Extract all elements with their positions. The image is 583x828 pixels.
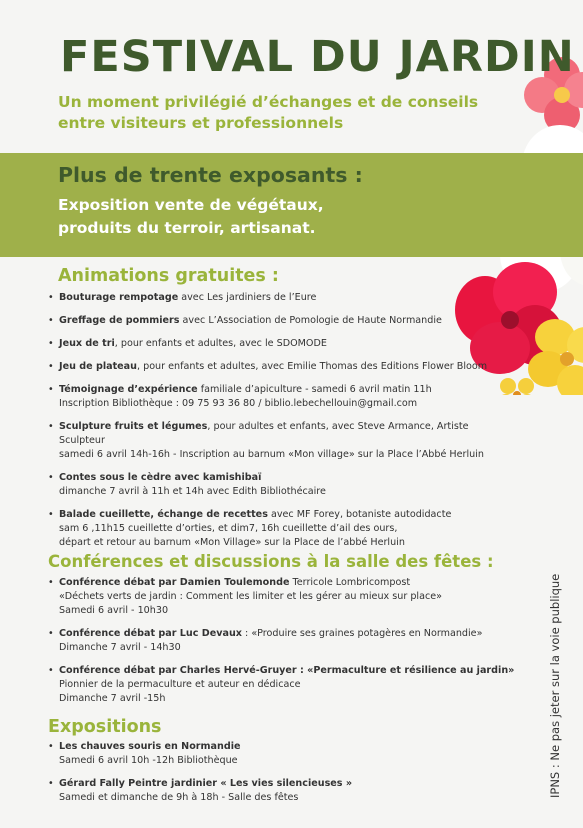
expositions-item: [48, 740, 488, 768]
conferences-item-detail: Dimanche 7 avril - 14h30: [59, 642, 181, 653]
animations-item-title: Jeu de plateau: [59, 361, 137, 372]
conferences-item-detail: «Déchets verts de jardin : Comment les limiter et les gérer au mieux sur place»: [59, 591, 443, 602]
animations-item-detail: sam 6 ,11h15 cueillette d’orties, et dim7, 16h cueillette d’ail des ours,: [59, 523, 398, 534]
animations-item: [48, 314, 488, 328]
page-title: FESTIVAL DU JARDIN: [60, 32, 575, 82]
animations-item-detail: samedi 6 avril 14h-16h - Inscription au barnum «Mon village» sur la Place l’Abbé Herluin: [59, 449, 484, 460]
animations-item-text: avec L’Association de Pomologie de Haute Normandie: [179, 315, 442, 326]
animations-item: [48, 360, 488, 374]
animations-item-title: Témoignage d’expérience: [59, 384, 198, 395]
expositions-heading: Expositions: [48, 717, 162, 737]
animations-item-title: Bouturage rempotage: [59, 292, 179, 303]
animations-list: [48, 291, 488, 559]
animations-item: [48, 383, 488, 411]
animations-item-text: , pour enfants et adultes, avec Emilie Thomas des Editions Flower Bloom: [137, 361, 488, 372]
animations-item-detail: dimanche 7 avril à 11h et 14h avec Edith Bibliothécaire: [59, 486, 326, 497]
expositions-list: [48, 740, 488, 814]
conferences-heading: Conférences et discussions à la salle des fêtes :: [48, 552, 494, 571]
conferences-list: [48, 576, 518, 715]
animations-item-title: Jeux de tri: [59, 338, 115, 349]
conferences-item: [48, 664, 518, 706]
animations-item-text: avec MF Forey, botaniste autodidacte: [267, 509, 452, 520]
conferences-item-text: Terricole Lombricompost: [289, 577, 411, 588]
animations-item: [48, 471, 488, 499]
expositions-item: [48, 777, 488, 805]
animations-item-text: , pour adultes et enfants, avec Steve Armance, Artiste Sculpteur: [59, 421, 469, 446]
animations-item: [48, 291, 488, 305]
expositions-item-title: Les chauves souris en Normandie: [59, 741, 241, 752]
exhibitors-text: Exposition vente de végétaux, produits du terroir, artisanat.: [58, 196, 324, 237]
animations-item-text: , pour enfants et adultes, avec le SDOMODE: [114, 338, 327, 349]
animations-item-detail: départ et retour au barnum «Mon Village» sur la Place de l’abbé Herluin: [59, 537, 405, 548]
page-subtitle: Un moment privilégié d’échanges et de conseils entre visiteurs et professionnels: [58, 93, 479, 132]
conferences-item-title: Conférence débat par Charles Hervé-Gruyer : «Permaculture et résilience au jardin»: [59, 665, 515, 676]
conferences-item: [48, 576, 518, 618]
animations-item-title: Sculpture fruits et légumes: [59, 421, 208, 432]
expositions-item-title: Gérard Fally Peintre jardinier « Les vies silencieuses »: [59, 778, 353, 789]
expositions-item-detail: Samedi et dimanche de 9h à 18h - Salle des fêtes: [59, 792, 299, 803]
animations-item: [48, 337, 488, 351]
small-yellow-flower-icon: [498, 378, 535, 395]
animations-item: [48, 420, 488, 462]
animations-item-text: familiale d’apiculture - samedi 6 avril matin 11h: [197, 384, 432, 395]
expositions-item-detail: Samedi 6 avril 10h -12h Bibliothèque: [59, 755, 238, 766]
conferences-item-title: Conférence débat par Damien Toulemonde: [59, 577, 290, 588]
conferences-item-detail: Samedi 6 avril - 10h30: [59, 605, 169, 616]
conferences-item-detail: Dimanche 7 avril -15h: [59, 693, 166, 704]
conferences-item-text: : «Produire ses graines potagères en Normandie»: [241, 628, 483, 639]
conferences-item: [48, 627, 518, 655]
conferences-item-title: Conférence débat par Luc Devaux: [59, 628, 242, 639]
animations-item-title: Contes sous le cèdre avec kamishibaï: [59, 472, 262, 483]
animations-item-detail: Inscription Bibliothèque : 09 75 93 36 80 / biblio.lebechellouin@gmail.com: [59, 398, 418, 409]
ipns-note: IPNS : Ne pas jeter sur la voie publique: [548, 573, 562, 798]
exhibitors-heading: Plus de trente exposants :: [58, 163, 363, 187]
animations-heading: Animations gratuites :: [58, 266, 279, 286]
conferences-item-detail: Pionnier de la permaculture et auteur en dédicace: [59, 679, 301, 690]
animations-item-text: avec Les jardiniers de l’Eure: [178, 292, 317, 303]
animations-item-title: Greffage de pommiers: [59, 315, 180, 326]
animations-item: [48, 508, 488, 550]
animations-item-title: Balade cueillette, échange de recettes: [59, 509, 268, 520]
